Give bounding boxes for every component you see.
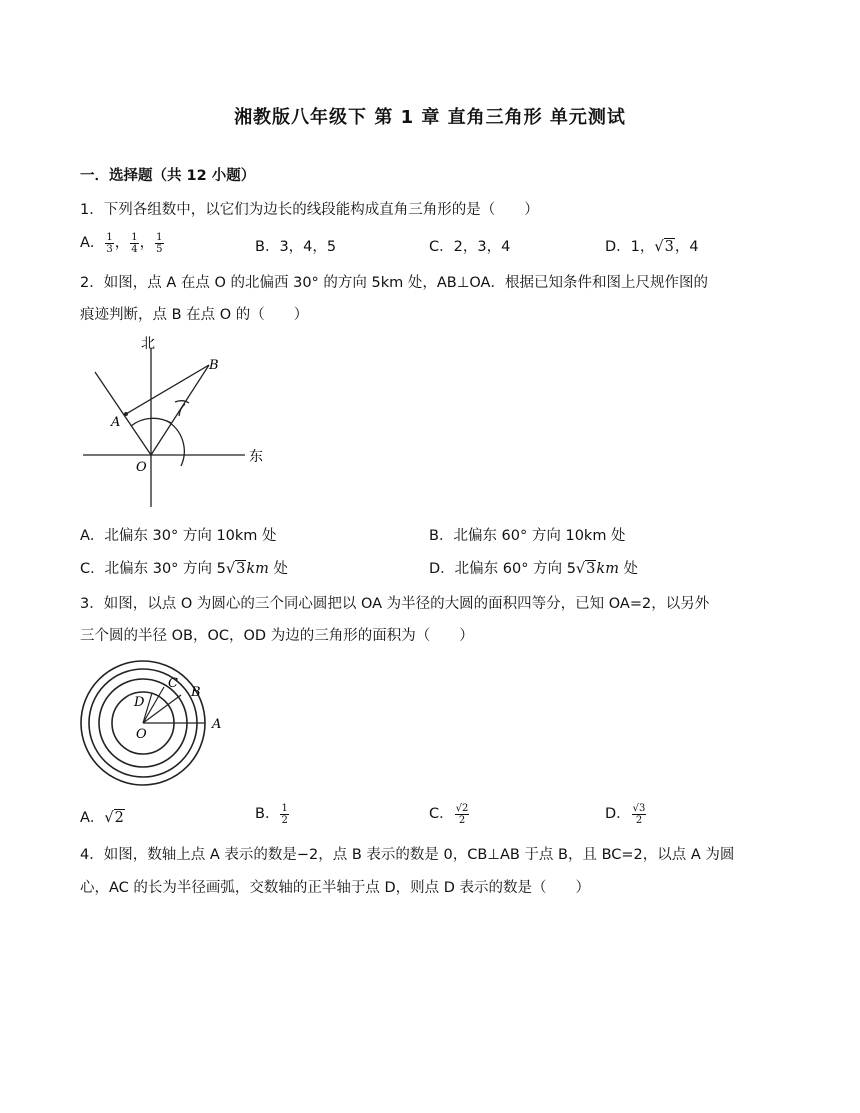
q3-concentric-circles-figure xyxy=(78,660,228,788)
q3-c-frac: $\frac{√2}{2}$ xyxy=(455,802,469,826)
point-o-label: O xyxy=(136,460,147,475)
east-label: 东 xyxy=(249,449,263,465)
sqrt-symbol: √3 xyxy=(575,561,596,577)
section-heading: 一．选择题（共 12 小题） xyxy=(80,168,256,184)
q2-option-c: C．北偏东 30° 方向 5√3km 处 xyxy=(80,561,289,577)
q1-option-a: A． $\frac{1}{3}$ ， $\frac{1}{4}$ ， $\frac{1}{5}$ xyxy=(80,231,163,255)
point-b-label: B xyxy=(191,685,201,700)
point-a-label: A xyxy=(212,717,222,732)
q1-a-prefix: A． xyxy=(80,235,105,251)
q3-option-d: D． $\frac{√3}{2}$ xyxy=(605,802,646,826)
q2-option-a: A．北偏东 30° 方向 10km 处 xyxy=(80,528,277,544)
point-c-label: C xyxy=(168,676,178,691)
q4-stem-line-2: 心，AC 的长为半径画弧，交数轴的正半轴于点 D，则点 D 表示的数是（ ） xyxy=(80,880,591,896)
q1-a-frac-1: $\frac{1}{3}$ xyxy=(106,231,113,255)
q3-option-c: C． $\frac{√2}{2}$ xyxy=(429,802,469,826)
q2-option-d: D．北偏东 60° 方向 5√3km 处 xyxy=(429,561,639,577)
point-d-label: D xyxy=(134,695,145,710)
q1-option-c: C．2，3，4 xyxy=(429,239,511,255)
q1-stem: 1．下列各组数中，以它们为边长的线段能构成直角三角形的是（ ） xyxy=(80,202,539,218)
q2-stem-line-1: 2．如图，点 A 在点 O 的北偏西 30° 的方向 5km 处，AB⊥OA．根据已知条件和图上尺规作图的 xyxy=(80,275,708,291)
q2-stem-line-2: 痕迹判断，点 B 在点 O 的（ ） xyxy=(80,307,309,323)
q3-stem-line-2: 三个圆的半径 OB，OC，OD 为边的三角形的面积为（ ） xyxy=(80,628,474,644)
q1-option-d: D．1，√3，4 xyxy=(605,239,699,255)
point-a-label: A xyxy=(111,415,121,430)
sqrt-symbol: √3 xyxy=(654,239,674,255)
sqrt-symbol: √2 xyxy=(104,810,124,826)
q3-b-frac: $\frac{1}{2}$ xyxy=(281,802,288,826)
q1-a-frac-2: $\frac{1}{4}$ xyxy=(131,231,138,255)
north-label: 北 xyxy=(141,336,155,352)
q3-option-b: B． $\frac{1}{2}$ xyxy=(255,802,288,826)
point-o-label: O xyxy=(136,727,147,742)
q3-stem-line-1: 3．如图，以点 O 为圆心的三个同心圆把以 OA 为半径的大圆的面积四等分，已知 OA=2，以另外 xyxy=(80,596,710,612)
page-title: 湘教版八年级下 第 1 章 直角三角形 单元测试 xyxy=(234,107,626,128)
sqrt-symbol: √3 xyxy=(225,561,246,577)
q3-d-frac: $\frac{√3}{2}$ xyxy=(632,802,646,826)
q2-option-b: B．北偏东 60° 方向 10km 处 xyxy=(429,528,626,544)
q4-stem-line-1: 4．如图，数轴上点 A 表示的数是−2，点 B 表示的数是 0，CB⊥AB 于点 B，且 BC=2，以点 A 为圆 xyxy=(80,847,735,863)
q1-option-b: B．3，4，5 xyxy=(255,239,337,255)
q1-a-frac-3: $\frac{1}{5}$ xyxy=(156,231,163,255)
point-b-label: B xyxy=(209,358,219,373)
q3-option-a: A．√2 xyxy=(80,810,124,826)
q2-compass-figure xyxy=(75,330,275,510)
